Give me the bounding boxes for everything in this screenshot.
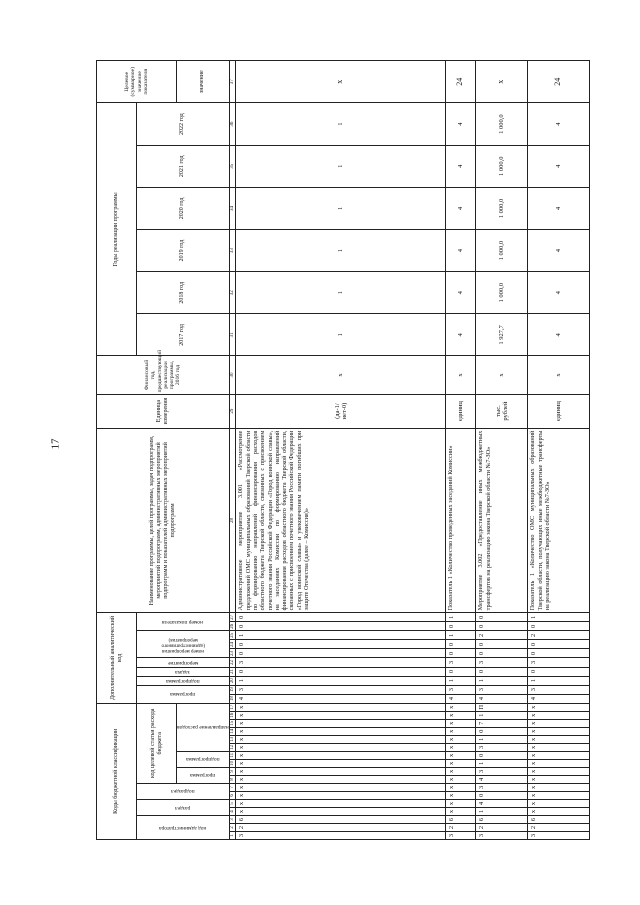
column-number: 9 [229, 767, 236, 775]
header-task-a: задача [137, 667, 230, 676]
column-number: 35 [229, 145, 236, 187]
header-year-2017: 2017 год [137, 314, 230, 356]
column-number: 25 [229, 631, 236, 640]
header-year-2020: 2020 год [137, 187, 230, 229]
column-number: 24 [229, 640, 236, 649]
code-cell: 3 [236, 831, 446, 839]
code-cell: 1 [476, 676, 528, 685]
row-unit: тыс. рублей [476, 394, 528, 428]
column-number: 28 [229, 428, 236, 613]
code-cell: 1 [528, 676, 590, 685]
rotated-table-wrapper [96, 60, 563, 840]
header-years: Годы реализации программы [97, 103, 137, 356]
code-cell: х [528, 783, 590, 791]
header-year-2019: 2019 год [137, 230, 230, 272]
header-year-2021: 2021 год [137, 145, 230, 187]
column-number: 1 [229, 831, 236, 839]
code-cell: х [236, 799, 446, 807]
table-row [476, 61, 528, 840]
row-year-value: 1 [236, 145, 446, 187]
column-number: 37 [229, 61, 236, 104]
header-subprogram: подпрограмма [177, 751, 230, 767]
code-cell: 0 [476, 751, 528, 759]
code-cell: х [446, 743, 476, 751]
code-cell: х [236, 735, 446, 743]
header-subsection: подраздел [137, 783, 230, 799]
row-year-value: 4 [528, 314, 590, 356]
column-number: 22 [229, 658, 236, 667]
table-body [236, 61, 590, 840]
code-cell: х [446, 807, 476, 815]
column-number: 16 [229, 712, 235, 718]
code-cell: 1 [476, 735, 528, 743]
code-cell: х [528, 799, 590, 807]
code-cell: х [528, 711, 590, 719]
code-cell: х [236, 719, 446, 727]
code-cell: х [236, 727, 446, 735]
code-cell: П [476, 703, 528, 711]
column-number: 20 [229, 676, 236, 685]
code-cell: х [446, 751, 476, 759]
row-unit: (да-1/нет-0) [236, 394, 446, 428]
column-number: 11 [229, 752, 235, 758]
header-target: Целевое (суммарное) значение показателя [97, 61, 177, 104]
row-base-year: х [446, 356, 476, 394]
column-number: 33 [229, 230, 236, 272]
page-number: 17 [49, 438, 62, 450]
row-year-value: 4 [446, 145, 476, 187]
row-base-year: х [236, 356, 446, 394]
row-year-value: 1 927,7 [476, 314, 528, 356]
code-cell: 6 [446, 815, 476, 823]
column-number: 15 [229, 720, 235, 726]
column-number: 32 [229, 272, 236, 314]
code-cell: х [528, 791, 590, 799]
row-year-value: 4 [528, 145, 590, 187]
code-cell: х [446, 775, 476, 783]
header-year-2022: 2022 год [137, 103, 230, 145]
code-cell: 0 [476, 640, 528, 649]
code-cell: 0 [446, 667, 476, 676]
code-cell: 4 [476, 694, 528, 703]
column-number: 7 [229, 783, 236, 791]
column-number: 26 [229, 622, 236, 631]
code-cell: 2 [476, 823, 528, 831]
code-cell: 4 [446, 694, 476, 703]
code-cell: х [446, 799, 476, 807]
column-number: 34 [229, 187, 236, 229]
code-cell: 4 [476, 775, 528, 783]
code-cell: 0 [528, 649, 590, 658]
row-unit: единиц [446, 394, 476, 428]
code-cell: х [528, 743, 590, 751]
code-cell: х [528, 775, 590, 783]
code-cell: 0 [236, 649, 446, 658]
column-number: 29 [229, 394, 236, 428]
code-cell: х [528, 735, 590, 743]
header-prog-a: программа [137, 685, 230, 703]
code-cell: 2 [528, 823, 590, 831]
header-classification: Коды бюджетной классификации [97, 703, 137, 839]
code-cell: 3 [236, 658, 446, 667]
code-cell: 0 [446, 640, 476, 649]
column-number: 17 [229, 704, 235, 710]
column-number: 4 [229, 807, 236, 815]
code-cell: 0 [476, 622, 528, 631]
row-target: х [236, 61, 446, 104]
row-year-value: 1 [236, 230, 446, 272]
column-number: 18 [229, 694, 236, 703]
document-sheet [96, 60, 563, 840]
code-cell: 1 [236, 631, 446, 640]
column-number: 21 [229, 667, 236, 676]
row-target: х [476, 61, 528, 104]
column-number: 8 [229, 775, 236, 783]
code-cell: х [236, 759, 446, 767]
code-cell: х [236, 807, 446, 815]
column-number: 14 [229, 728, 235, 734]
row-year-value: 1 000,0 [476, 145, 528, 187]
code-cell: 3 [446, 658, 476, 667]
code-cell: 1 [236, 676, 446, 685]
header-name: Наименование программы, целей программы, задач подпрограмм, мероприятий подпрограмм, административных мероприятий подпрограмм и показателей административных мероприятий подпрограмм [97, 428, 230, 613]
code-cell: 3 [446, 831, 476, 839]
row-year-value: 4 [446, 103, 476, 145]
column-number: 12 [229, 744, 235, 750]
code-cell: 0 [528, 667, 590, 676]
code-cell: 0 [236, 613, 446, 622]
code-cell: 0 [476, 727, 528, 735]
code-cell: 4 [236, 694, 446, 703]
code-cell: 4 [528, 694, 590, 703]
row-target: 24 [528, 61, 590, 104]
table-row [446, 61, 476, 840]
code-cell: 1 [446, 676, 476, 685]
row-year-value: 4 [528, 187, 590, 229]
code-cell: х [446, 783, 476, 791]
code-cell: 3 [476, 767, 528, 775]
column-number: 5 [229, 799, 236, 807]
column-number: 27 [229, 613, 236, 622]
column-number: 6 [229, 791, 236, 799]
code-cell: х [236, 703, 446, 711]
code-cell: х [528, 703, 590, 711]
row-year-value: 4 [446, 314, 476, 356]
column-number: 36 [229, 103, 236, 145]
program-table [96, 60, 590, 840]
code-cell: 3 [528, 831, 590, 839]
code-cell: 0 [476, 649, 528, 658]
row-unit: единиц [528, 394, 590, 428]
row-year-value: 4 [446, 230, 476, 272]
code-cell: 3 [476, 743, 528, 751]
code-cell: 0 [446, 649, 476, 658]
code-cell: х [528, 719, 590, 727]
code-cell: х [446, 727, 476, 735]
code-cell: 0 [446, 622, 476, 631]
code-cell: 2 [528, 631, 590, 640]
code-cell: 0 [476, 613, 528, 622]
code-cell: 0 [476, 667, 528, 676]
header-direction: направление расходов [177, 703, 230, 751]
column-numbers-row [229, 61, 236, 840]
header-program: программа [177, 767, 230, 783]
code-cell: х [446, 759, 476, 767]
code-cell: 6 [476, 815, 528, 823]
code-cell: 3 [476, 831, 528, 839]
code-cell: 1 [446, 613, 476, 622]
row-year-value: 1 000,0 [476, 103, 528, 145]
code-cell: х [446, 735, 476, 743]
code-cell: 7 [476, 719, 528, 727]
code-cell: х [528, 727, 590, 735]
code-cell: 1 [528, 613, 590, 622]
header-target-value: значение [177, 61, 230, 104]
column-number: 31 [229, 314, 236, 356]
code-cell: х [236, 751, 446, 759]
row-year-value: 4 [528, 103, 590, 145]
code-cell: 2 [476, 631, 528, 640]
code-cell: 0 [528, 622, 590, 631]
table-row [236, 61, 446, 840]
code-cell: 6 [528, 815, 590, 823]
code-cell: 4 [476, 799, 528, 807]
code-cell: х [236, 767, 446, 775]
header-unit: Единица измерения [97, 394, 230, 428]
header-subprog-a: подпрограмма [137, 676, 230, 685]
row-year-value: 4 [446, 187, 476, 229]
row-name: Показатель 1 «Количество проведенных заседаний Комиссии» [446, 428, 476, 613]
header-sub-measure-a: номер мероприятия (административного мероприятия) [137, 631, 230, 658]
code-cell: х [236, 783, 446, 791]
column-number: 23 [229, 649, 236, 658]
row-year-value: 4 [446, 272, 476, 314]
code-cell: 2 [236, 823, 446, 831]
code-cell: х [528, 751, 590, 759]
code-cell: 1 [476, 711, 528, 719]
code-cell: х [446, 767, 476, 775]
column-number: 19 [229, 685, 236, 694]
code-cell: 0 [236, 622, 446, 631]
code-cell: 0 [528, 640, 590, 649]
column-number: 3 [229, 815, 236, 823]
row-year-value: 1 000,0 [476, 187, 528, 229]
column-number: 10 [229, 760, 235, 766]
code-cell: х [528, 807, 590, 815]
column-number: 2 [229, 823, 236, 831]
code-cell: 0 [236, 640, 446, 649]
code-cell: 3 [446, 685, 476, 694]
column-number: 13 [229, 736, 235, 742]
code-cell: 1 [446, 631, 476, 640]
code-cell: 3 [528, 658, 590, 667]
code-cell: х [236, 711, 446, 719]
code-cell: 1 [476, 759, 528, 767]
code-cell: 2 [446, 823, 476, 831]
header-financial-year: Финансовый год, предшествующий реализации программы, 2016 год [97, 356, 230, 394]
code-cell: х [446, 719, 476, 727]
row-base-year: х [476, 356, 528, 394]
code-cell: х [236, 775, 446, 783]
column-number: 30 [229, 356, 236, 394]
code-cell: х [528, 767, 590, 775]
row-year-value: 1 [236, 314, 446, 356]
header-section: раздел [137, 799, 230, 815]
row-year-value: 1 000,0 [476, 272, 528, 314]
header-indicator-a: номер показателя [137, 613, 230, 631]
code-cell: 3 [476, 658, 528, 667]
header-admin-code: код администратора [137, 815, 230, 839]
row-year-value: 4 [528, 272, 590, 314]
code-cell: 3 [528, 685, 590, 694]
code-cell: 0 [476, 791, 528, 799]
row-target: 24 [446, 61, 476, 104]
code-cell: 0 [236, 667, 446, 676]
code-cell: х [528, 759, 590, 767]
code-cell: 3 [236, 685, 446, 694]
code-cell: 3 [476, 783, 528, 791]
header-measure-a: мероприятие [137, 658, 230, 667]
row-name: Показатель 1 «Количество ОМС муниципальных образований Тверской области, получающих иные межбюджетные трансферты на реализацию закона Тверской области №7-ЗО» [528, 428, 590, 613]
row-name: Мероприятие 3.002 «Предоставление иных межбюджетных трансфертов на реализацию закона Тверской области №7-ЗО» [476, 428, 528, 613]
table-row [528, 61, 590, 840]
header-expense-code: код целевой статьи расхода бюджета [137, 703, 177, 783]
header-year-2018: 2018 год [137, 272, 230, 314]
code-cell: х [236, 791, 446, 799]
row-year-value: 1 [236, 187, 446, 229]
code-cell: 1 [476, 807, 528, 815]
code-cell: х [236, 743, 446, 751]
row-year-value: 1 000,0 [476, 230, 528, 272]
row-year-value: 4 [528, 230, 590, 272]
code-cell: х [446, 791, 476, 799]
code-cell: х [446, 703, 476, 711]
code-cell: х [446, 711, 476, 719]
code-cell: 6 [236, 815, 446, 823]
row-base-year: х [528, 356, 590, 394]
header-extra-analytic: Дополнительный аналитический код [97, 613, 137, 703]
row-year-value: 1 [236, 272, 446, 314]
row-year-value: 1 [236, 103, 446, 145]
row-name: Административное мероприятие 3.001 «Рассмотрение предложений ОМС муниципальных образований Тверской области по формированию направлений финансирования расходов областного бюджета Тверской области, связанных с присвоением почетного звания Российской Федерации «Город воинской славы», на заседаниях Комиссии по формированию направлений финансирования расходов областного бюджета Тверской области, связанных с присвоением почетного звания Российской Федерации «Город воинской славы» и увековечением памяти погибших при защите Отечества (далее – Комиссия)» [236, 428, 446, 613]
code-cell: 3 [476, 685, 528, 694]
